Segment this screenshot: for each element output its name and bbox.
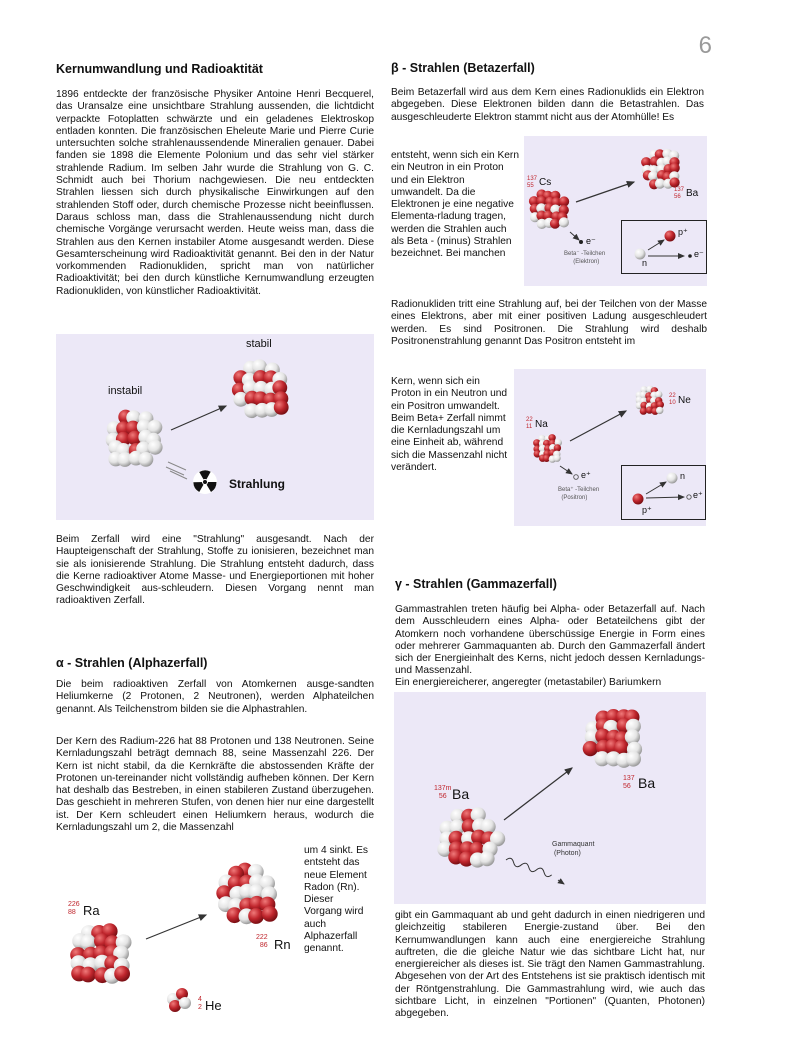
- beta-paragraph-1-side: entsteht, wenn sich ein Kern ein Neutron in ein Proton und ein Elektron umwandelt. Da die Elektronen je eine negative Elementa-rladung tragen, werden die Strahlen auch als Beta - (minus) Strahlen bezeichnet. Bei manchen: [391, 150, 519, 260]
- label-stable: stabil: [246, 338, 272, 350]
- na-charge: 11: [526, 424, 533, 430]
- ne-mass: 22: [669, 393, 676, 399]
- photon-label: (Photon): [553, 850, 581, 857]
- gammaquant-label: Gammaquant: [552, 841, 595, 848]
- nucleus: [529, 189, 569, 229]
- rn-mass: 222: [256, 934, 268, 941]
- gamma-paragraph-1: Gammastrahlen treten häufig bei Alpha- oder Betazerfall auf. Nach dem Ausschleudern eines Alpha- oder Betateilchens gibt der Atomkern noch vorhandene überschüssige Energie in Form eines oder mehrerer Gammaquanten ab. Durch den Gammazerfall ändert sich der Energieinhalt des Kerns, nicht jedoch dessen Kernladungs- und Massenzahl.: [395, 604, 705, 677]
- inset-neutron-label: n: [642, 258, 648, 268]
- helium-nucleus: [167, 988, 191, 1012]
- electron-label: e⁻: [586, 236, 596, 246]
- nucleus: [70, 923, 131, 984]
- na-symbol: Na: [535, 419, 548, 430]
- inset-plus-positron-label: e⁺: [693, 490, 703, 500]
- alpha-paragraph-2-side: um 4 sinkt. Es entsteht das neue Element Radon (Rn). Dieser Vorgang wird auch Alphazerfall genannt.: [304, 845, 368, 955]
- alpha-decay-figure: [56, 853, 300, 1033]
- ba-gamma-charge: 56: [623, 783, 631, 790]
- gamma-decay-figure: [394, 692, 706, 904]
- beta-minus-figure: [524, 136, 707, 286]
- gamma-paragraph-2: gibt ein Gammaquant ab und geht dadurch in einen niedrigeren und gleichzeitig stabileren Energie-zustand über. Bei den Kernumwandlungen kann auch eine energiereiche Strahlung auftreten, die die gleiche Natur wie das sichtbare Licht hat, nur energiereicher als dieses ist. Sie trägt den Namen Gammastrahlung. Abgesehen von der Art des Entstehens ist sie praktisch identisch mit der Röntgenstrahlung. Die Gammastrahlung wird, wie auch das sichtbare Licht, in einzelnen "Portionen" (Quanten, Photonen) abgegeben.: [395, 910, 705, 1020]
- intro-title: Kernumwandlung und Radioaktität: [56, 62, 263, 76]
- inset-plus-proton-label: p⁺: [642, 505, 652, 515]
- ba-gamma-mass: 137: [623, 775, 635, 782]
- nucleus: [533, 434, 562, 463]
- beta-plus-caption-1: Beta⁺ -Teilchen: [558, 487, 600, 493]
- ba-symbol-beta: Ba: [686, 188, 699, 199]
- ne-symbol: Ne: [678, 395, 691, 406]
- inset-electron-label: e⁻: [694, 249, 704, 259]
- cs-charge: 55: [527, 183, 534, 189]
- ba-m-charge: 56: [438, 793, 447, 800]
- alpha-paragraph-1: Die beim radioaktiven Zerfall von Atomkernen ausge-sandten Heliumkerne (2 Protonen, 2 Neutronen), werden Alphateilchen genannt. Als Teilchenstrom bilden sie die Alphastrahlen.: [56, 679, 374, 715]
- ra-symbol: Ra: [83, 903, 100, 918]
- beta-title: β - Strahlen (Betazerfall): [391, 61, 535, 75]
- beta-minus-caption-1: Beta⁻ -Teilchen: [564, 251, 606, 257]
- beta-plus-caption-2: (Positron): [561, 495, 588, 501]
- gamma-paragraph-1-last: Ein energiereicherer, angeregter (metastabiler) Bariumkern: [395, 677, 662, 688]
- cs-symbol: Cs: [539, 177, 552, 188]
- ba-m-mass: 137m: [434, 785, 452, 792]
- na-mass: 22: [526, 417, 533, 423]
- nucleus: [216, 863, 277, 925]
- nucleus: [583, 709, 642, 768]
- inset-proton-label: p⁺: [678, 227, 688, 237]
- beta-paragraph-2: Radionukliden tritt eine Strahlung auf, bei der Teilchen von der Masse eines Elektrons, aber mit einer positiven Ladung ausgeschleudert werden. Es sind Positronen. Die Strahlung wird deshalb Positronenstrahlung genannt Das Positron entsteht im: [391, 299, 707, 347]
- intro-paragraph-2: Beim Zerfall wird eine "Strahlung" ausgesandt. Nach der Haupteigenschaft der Strahlung, Stoffe zu ionisieren, bezeichnet man sie als ionisierende Strahlung. Die Strahlung entsteht dadurch, dass die Kerne radioaktiver Atome Masse- und Energieportionen mit hoher Geschwindigkeit aus-schleudern. Diesen Vorgang nennt man radioaktiven Zerfall.: [56, 534, 374, 607]
- label-unstable: instabil: [108, 385, 143, 397]
- beta-plus-inset: [621, 465, 706, 520]
- rn-symbol: Rn: [274, 937, 291, 952]
- radiation-icon: [191, 467, 217, 494]
- beta-paragraph-1: Beim Betazerfall wird aus dem Kern eines Radionuklids ein Elektron abgegeben. Diese Elektronen bilden dann die Betastrahlen. Das ausgeschleuderte Elektron stammt nicht aus der Atomhülle! Es: [391, 87, 704, 123]
- beta-minus-inset: [621, 220, 707, 274]
- beta-paragraph-2-side: Kern, wenn sich ein Proton in ein Neutron und ein Positron umwandelt. Beim Beta+ Zerfall nimmt die Kernladungszahl um eine Einheit ab, während sich die Massenzahl nicht verändert.: [391, 376, 508, 474]
- ba-gamma-symbol: Ba: [638, 775, 656, 791]
- ra-charge: 88: [68, 909, 76, 916]
- ra-mass: 226: [68, 901, 80, 908]
- rn-charge: 86: [259, 942, 268, 949]
- gamma-title: γ - Strahlen (Gammazerfall): [395, 577, 557, 591]
- page-number: 6: [698, 32, 712, 59]
- nucleus: [437, 807, 505, 867]
- nucleus-decay-figure: [56, 334, 374, 520]
- ne-charge: 10: [669, 400, 676, 406]
- positron-label: e⁺: [581, 470, 591, 480]
- beta-plus-figure: [514, 369, 706, 526]
- nucleus: [232, 359, 289, 418]
- he-charge: 2: [198, 1004, 202, 1011]
- alpha-title: α - Strahlen (Alphazerfall): [56, 656, 208, 670]
- ba-m-symbol: Ba: [452, 786, 470, 802]
- intro-paragraph-1: 1896 entdeckte der französische Physiker Antoine Henri Becquerel, das Uransalze eine unsichtbare Strahlung aussenden, die lichtdicht verpackte Fotoplatten schwärzte und ein geladenes Elektroskop entladen konnten. Die französischen Eheleute Marie und Pierre Curie untersuchten solche strahlenaussendende Mineralien genauer. Dabei fanden sie 1898 die Elemente Polonium und das sehr viel stärker strahlende Radium. Im selben Jahr wurde die Strahlung von G. C. Schmidt auch bei Thorium nachgewiesen. Die neu entdeckten Strahlen liessen sich durch physikalische Einwirkungen auf den strahlenden Stoff oder, durch chemische Prozesse nicht beeinflussen. Daraus schloss man, dass die Strahlenaussendung nicht durch chemische Vorgänge verursacht werden. Heute weiss man, dass die Strahlen aus den Kernen instabiler Atome ausgesandt werden. Diese Gesamterscheinung wird Radioaktivität genannt. Bei den in der Natur vorkommenden Radionukliden, spricht man von natürlicher Radioaktivität; bei den durch künstliche Kernumwandlung erzeugten Radionukliden, von künstlicher Radioaktivität.: [56, 89, 374, 297]
- ba-mass-beta: 137: [674, 187, 685, 193]
- nucleus: [636, 386, 664, 415]
- he-mass: 4: [198, 996, 202, 1003]
- beta-minus-caption-2: (Elektron): [573, 259, 600, 265]
- ba-charge-beta: 56: [674, 194, 681, 200]
- cs-mass: 137: [527, 176, 538, 182]
- alpha-paragraph-2: Der Kern des Radium-226 hat 88 Protonen und 138 Neutronen. Seine Kernladungszahl beträgt demnach 88, seine Massenzahl 226. Der Kern ist nicht stabil, da die Kernkräfte die abstossenden Kräfte der Protonen un-tereinander nicht vollständig aufheben können. Der Kern hat deshalb das Bestreben, in einen stabileren Zustand überzugehen. Das geschieht in mehreren Stufen, von denen hier nur eine dargestellt ist. Der Kern schleudert einen Heliumkern heraus, wodurch die Kernladungszahl um 2, die Massenzahl: [56, 736, 374, 834]
- inset-plus-neutron-label: n: [680, 471, 686, 481]
- nucleus: [641, 149, 680, 190]
- he-symbol: He: [205, 998, 222, 1013]
- label-radiation: Strahlung: [229, 477, 285, 491]
- nucleus: [106, 410, 163, 467]
